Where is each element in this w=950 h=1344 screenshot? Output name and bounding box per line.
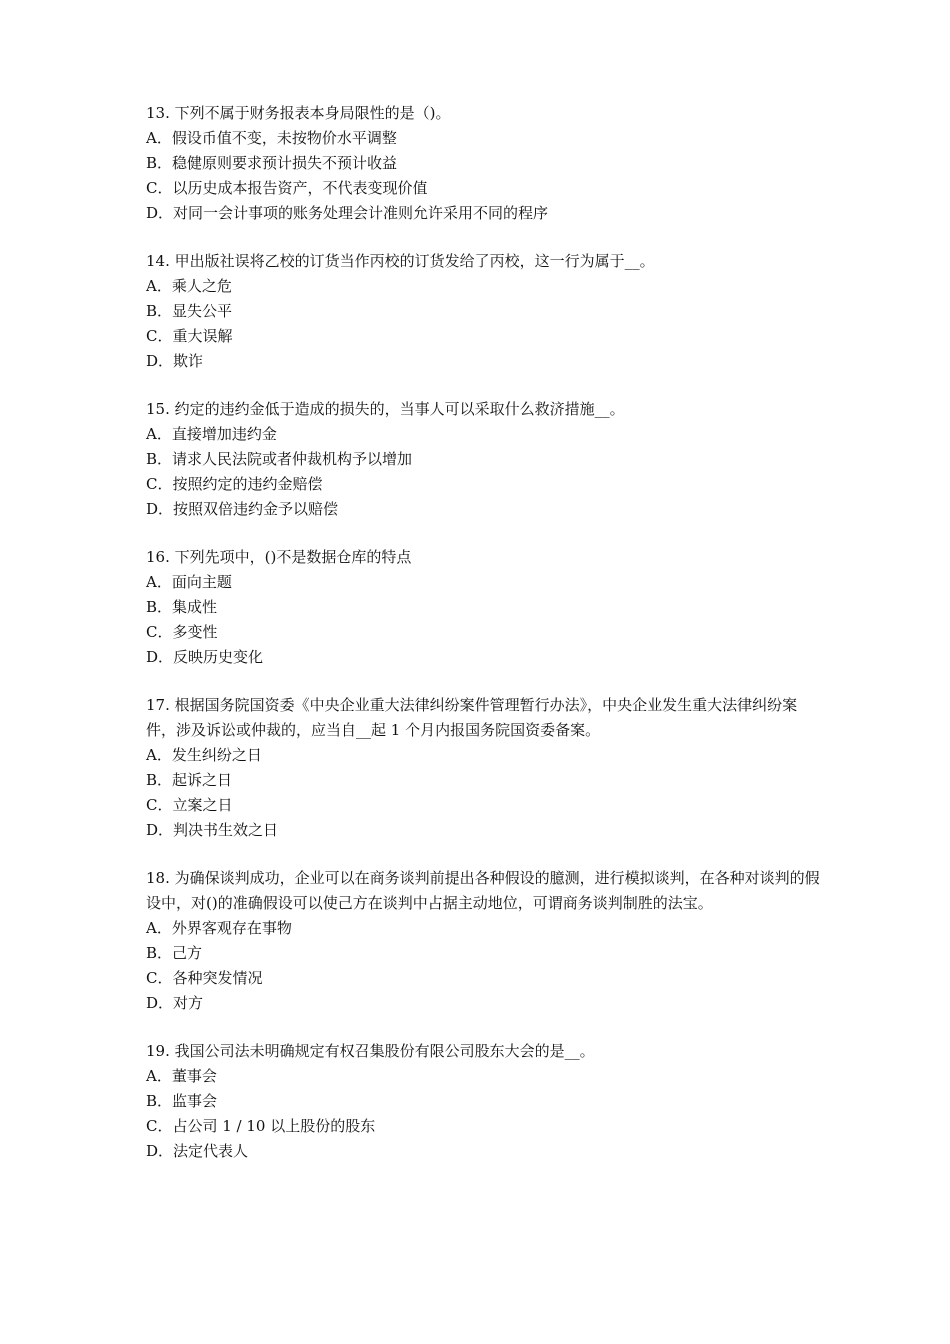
option-b: B．请求人民法院或者仲裁机构予以增加 xyxy=(146,450,413,468)
question-stem: 16. 下列先项中，()不是数据仓库的特点 xyxy=(146,548,412,566)
option-a: A．面向主题 xyxy=(146,573,232,591)
option-d: D．按照双倍违约金予以赔偿 xyxy=(146,500,339,518)
question-stem: 14. 甲出版社误将乙校的订货当作丙校的订货发给了丙校，这一行为属于__。 xyxy=(146,252,655,270)
option-a: A．假设币值不变，未按物价水平调整 xyxy=(146,129,397,147)
option-d: D．对同一会计事项的账务处理会计准则允许采用不同的程序 xyxy=(146,204,549,222)
document-page xyxy=(146,101,826,1187)
option-a: A．发生纠纷之日 xyxy=(146,746,262,764)
question-15 xyxy=(146,397,826,522)
question-16 xyxy=(146,545,826,670)
question-13 xyxy=(146,101,826,226)
option-b: B．起诉之日 xyxy=(146,771,233,789)
option-b: B．己方 xyxy=(146,944,203,962)
option-c: C．多变性 xyxy=(146,623,218,641)
question-stem: 18. 为确保谈判成功，企业可以在商务谈判前提出各种假设的臆测，进行模拟谈判，在各种对谈判的假设中，对()的准确假设可以使己方在谈判中占据主动地位，可谓商务谈判制胜的法宝。 xyxy=(146,869,820,912)
option-d: D．对方 xyxy=(146,994,204,1012)
question-stem: 13. 下列不属于财务报表本身局限性的是（)。 xyxy=(146,104,451,122)
question-14 xyxy=(146,249,826,374)
option-b: B．监事会 xyxy=(146,1092,218,1110)
option-c: C．占公司 1 / 10 以上股份的股东 xyxy=(146,1117,376,1135)
option-d: D．欺诈 xyxy=(146,352,204,370)
option-c: C．各种突发情况 xyxy=(146,969,263,987)
question-stem: 17. 根据国务院国资委《中央企业重大法律纠纷案件管理暂行办法》，中央企业发生重大法律纠纷案件，涉及诉讼或仲裁的，应当自__起 1 个月内报国务院国资委备案。 xyxy=(146,696,798,739)
option-c: C．立案之日 xyxy=(146,796,233,814)
option-c: C．以历史成本报告资产，不代表变现价值 xyxy=(146,179,428,197)
question-stem: 15. 约定的违约金低于造成的损失的，当事人可以采取什么救济措施__。 xyxy=(146,400,625,418)
question-stem: 19. 我国公司法未明确规定有权召集股份有限公司股东大会的是__。 xyxy=(146,1042,595,1060)
question-18 xyxy=(146,866,826,1016)
option-b: B．集成性 xyxy=(146,598,218,616)
option-b: B．显失公平 xyxy=(146,302,233,320)
option-a: A．董事会 xyxy=(146,1067,217,1085)
option-a: A．直接增加违约金 xyxy=(146,425,277,443)
option-b: B．稳健原则要求预计损失不预计收益 xyxy=(146,154,398,172)
option-a: A．外界客观存在事物 xyxy=(146,919,292,937)
option-c: C．按照约定的违约金赔偿 xyxy=(146,475,323,493)
question-17 xyxy=(146,693,826,843)
option-a: A．乘人之危 xyxy=(146,277,232,295)
option-c: C．重大误解 xyxy=(146,327,233,345)
option-d: D．法定代表人 xyxy=(146,1142,249,1160)
question-19 xyxy=(146,1039,826,1164)
option-d: D．判决书生效之日 xyxy=(146,821,279,839)
option-d: D．反映历史变化 xyxy=(146,648,264,666)
